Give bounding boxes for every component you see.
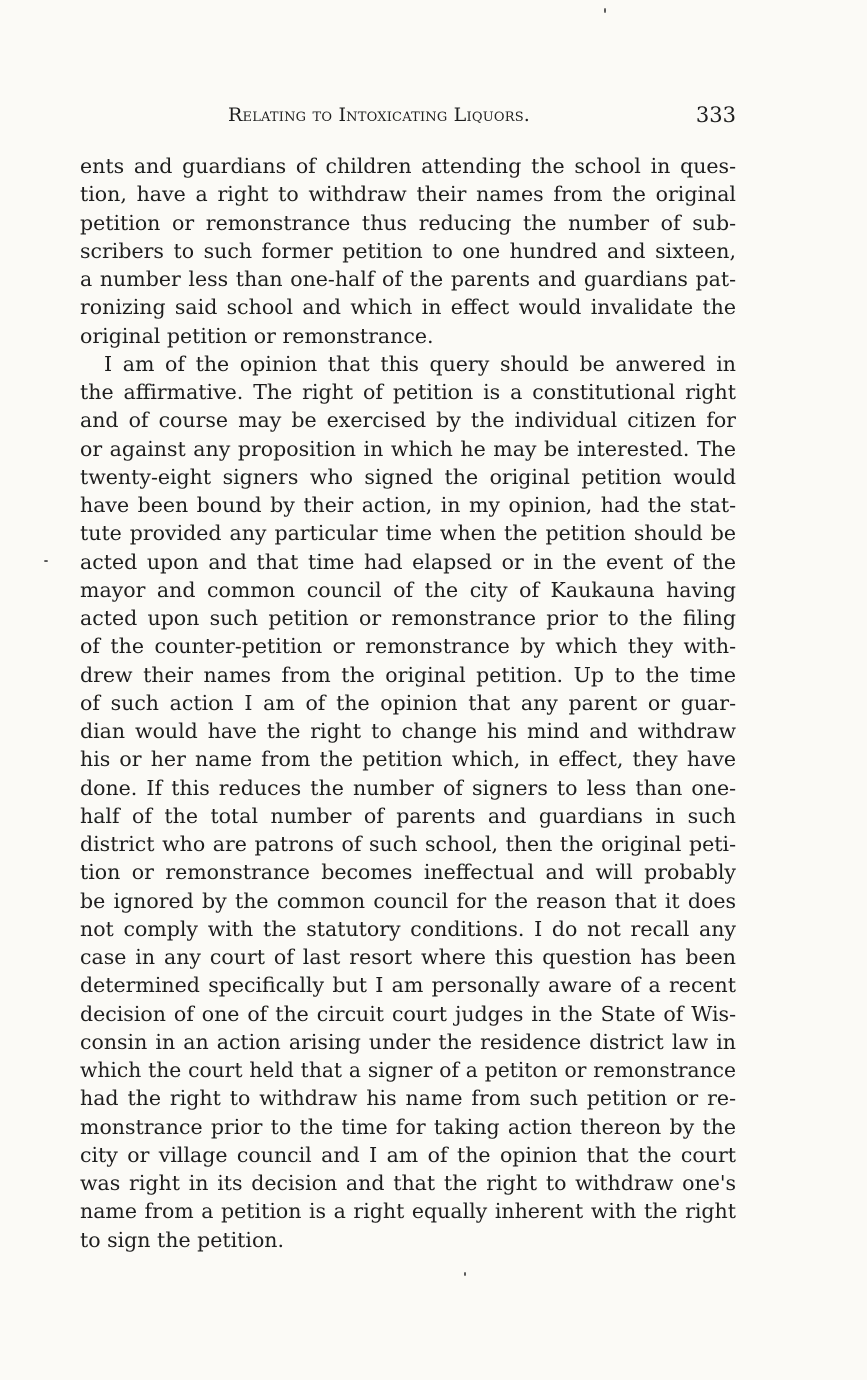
text-line: be ignored by the common council for the reason that it does xyxy=(80,888,736,913)
text-line: of the counter-petition or remonstrance by which they with- xyxy=(80,634,736,659)
text-line: have been bound by their action, in my opinion, had the stat- xyxy=(80,493,736,517)
paragraph-2 xyxy=(80,350,736,1254)
paper-speck xyxy=(604,8,606,13)
text-line: original petition or remonstrance. xyxy=(80,323,434,348)
body-text xyxy=(80,152,736,1254)
paper-speck xyxy=(464,1272,466,1276)
text-line: ents and guardians of children attending the school in ques- xyxy=(80,154,736,178)
text-line: a number less than one-half of the parents and guardians pat- xyxy=(80,267,736,291)
text-line: tion or remonstrance becomes ineffectual and will probably xyxy=(80,860,736,885)
text-line: not comply with the statutory conditions. I do not recall any xyxy=(80,916,736,941)
text-line: scribers to such former petition to one hundred and sixteen, xyxy=(80,238,736,263)
text-line: and of course may be exercised by the individual citizen for xyxy=(80,408,736,433)
text-line: acted upon and that time had elapsed or in the event of the xyxy=(80,549,736,574)
text-line: district who are patrons of such school, then the original peti- xyxy=(80,832,736,856)
text-line: twenty-eight signers who signed the original petition would xyxy=(80,464,736,489)
text-line: to sign the petition. xyxy=(80,1227,285,1252)
text-line: of such action I am of the opinion that any parent or guar- xyxy=(80,690,736,715)
text-line: had the right to withdraw his name from such petition or re- xyxy=(80,1086,736,1111)
running-title: Relating to Intoxicating Liquors. xyxy=(228,104,531,126)
running-head xyxy=(80,98,736,132)
text-line: tion, have a right to withdraw their names from the original xyxy=(80,182,736,207)
text-line: petition or remonstrance thus reducing the number of sub- xyxy=(80,210,736,235)
text-line: or against any proposition in which he may be interested. The xyxy=(80,436,736,461)
text-line: which the court held that a signer of a petiton or remonstrance xyxy=(80,1058,736,1082)
text-line: I am of the opinion that this query should be anwered in xyxy=(104,351,736,376)
text-line: determined specifically but I am personally aware of a recent xyxy=(80,973,736,998)
text-line: mayor and common council of the city of Kaukauna having xyxy=(80,577,736,602)
text-line: decision of one of the circuit court judges in the State of Wis- xyxy=(80,1001,736,1026)
text-line: tute provided any particular time when the petition should be xyxy=(80,521,736,546)
text-line: acted upon such petition or remonstrance prior to the filing xyxy=(80,606,736,630)
text-line: dian would have the right to change his mind and withdraw xyxy=(80,719,736,743)
paper-speck xyxy=(44,560,48,562)
paragraph-1 xyxy=(80,152,736,350)
text-line: drew their names from the original petition. Up to the time xyxy=(80,662,736,687)
text-line: done. If this reduces the number of signers to less than one- xyxy=(80,775,736,800)
text-line: consin in an action arising under the residence district law in xyxy=(80,1029,736,1054)
text-line: ronizing said school and which in effect would invalidate the xyxy=(80,295,736,320)
text-line: case in any court of last resort where this question has been xyxy=(80,945,736,969)
text-line: city or village council and I am of the opinion that the court xyxy=(80,1142,736,1167)
page-number: 333 xyxy=(695,103,736,127)
text-line: name from a petition is a right equally inherent with the right xyxy=(80,1199,736,1224)
text-line: monstrance prior to the time for taking action thereon by the xyxy=(80,1114,736,1139)
text-line: was right in its decision and that the right to withdraw one's xyxy=(80,1171,736,1195)
text-line: the affirmative. The right of petition is a constitutional right xyxy=(80,380,736,404)
text-line: his or her name from the petition which, in effect, they have xyxy=(80,747,736,772)
text-line: half of the total number of parents and guardians in such xyxy=(80,803,736,828)
